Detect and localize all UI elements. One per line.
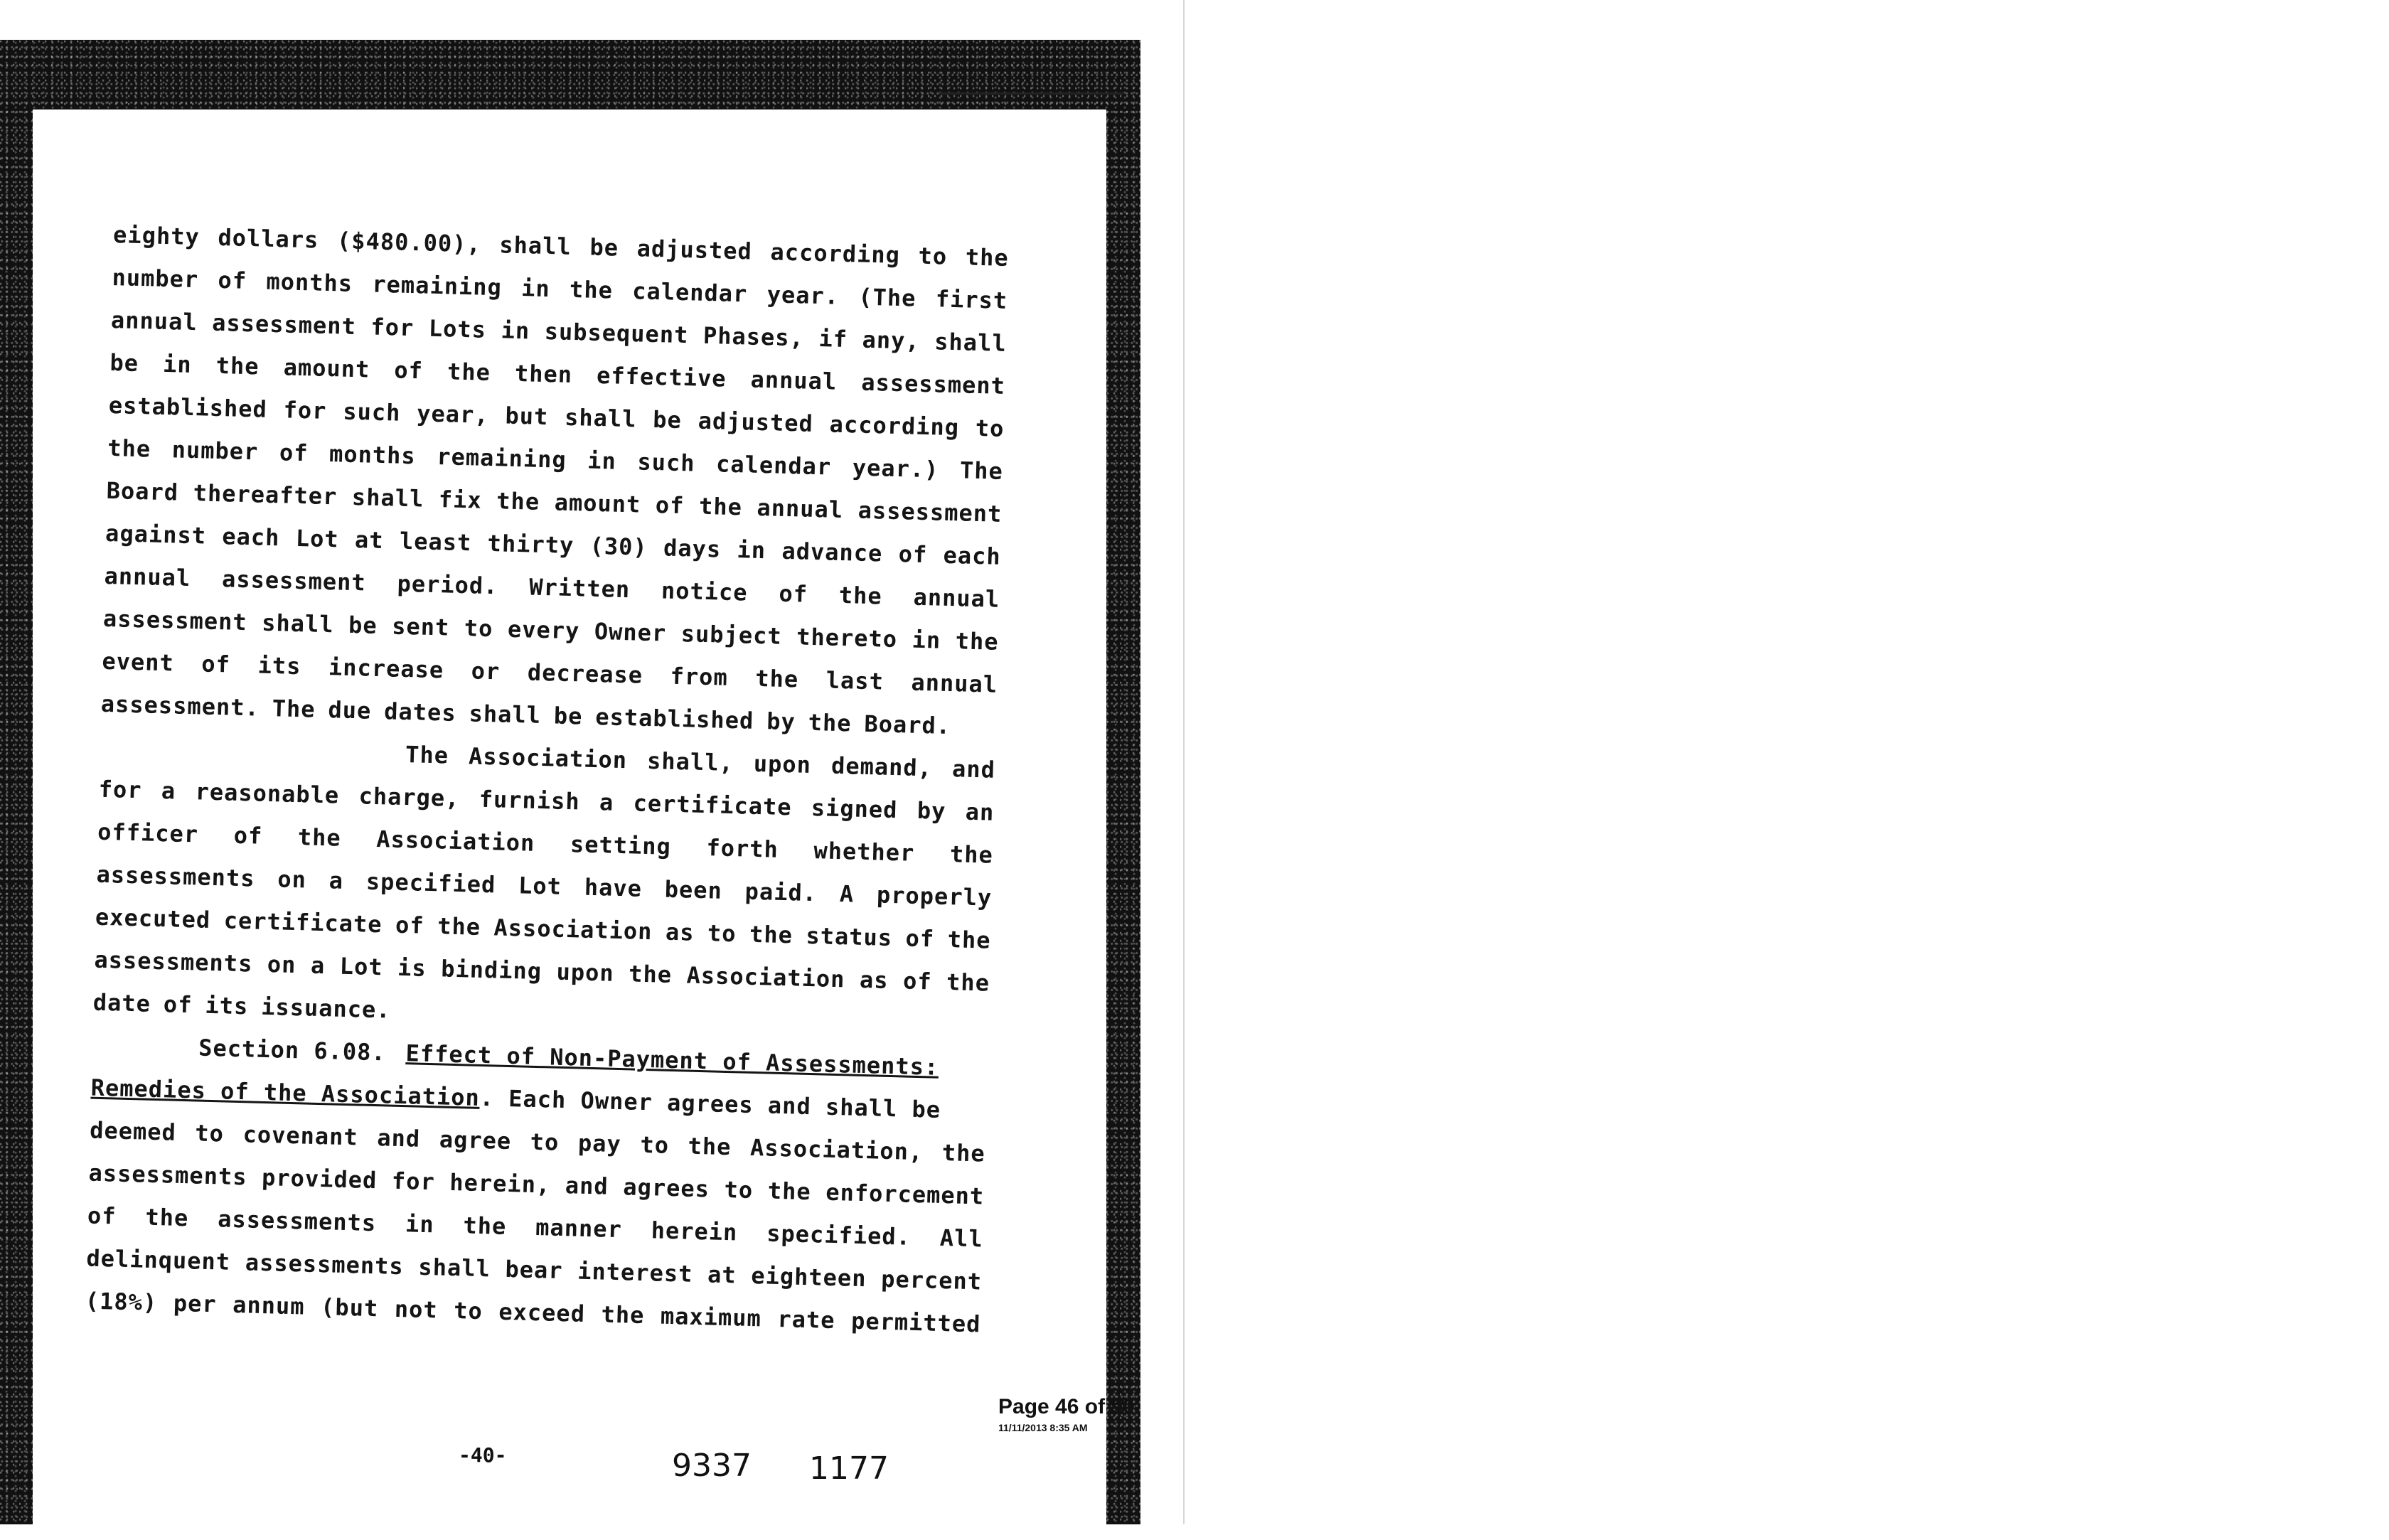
word: annual — [110, 306, 198, 336]
word: the — [107, 434, 151, 463]
word: ($480.00), — [336, 227, 482, 258]
word: the — [749, 920, 793, 949]
word: to — [918, 242, 948, 270]
word: demand, — [830, 752, 933, 782]
word: increase — [328, 653, 444, 684]
word: any, — [862, 326, 921, 355]
word: annum — [232, 1290, 306, 1320]
word: The — [272, 695, 316, 723]
word: exceed — [498, 1298, 586, 1327]
word: herein, — [449, 1168, 551, 1199]
word: (but — [320, 1293, 379, 1322]
word: to — [707, 919, 737, 948]
word: to — [194, 1119, 225, 1148]
word: the — [688, 1132, 732, 1161]
word: advance — [781, 537, 883, 567]
word: each — [221, 523, 280, 552]
word: of — [279, 439, 309, 467]
word: such — [636, 448, 696, 477]
word: to — [639, 1130, 670, 1159]
word: Association, — [749, 1133, 924, 1166]
word: annual — [757, 493, 844, 523]
word: the — [808, 708, 853, 737]
word: the — [955, 627, 1000, 656]
word: annual — [911, 668, 998, 698]
word: assessments — [245, 1248, 405, 1280]
word: the — [941, 1138, 986, 1167]
word: established — [594, 702, 754, 734]
word: Written — [528, 573, 631, 604]
word: the — [145, 1203, 189, 1232]
word: be — [652, 405, 683, 434]
word: herein — [651, 1217, 738, 1246]
word: to — [975, 414, 1005, 442]
word: manner — [535, 1214, 623, 1244]
word: at — [354, 526, 385, 555]
word: of — [778, 579, 808, 608]
word: annual — [750, 365, 838, 395]
word: (18%) — [85, 1287, 158, 1317]
word: the — [949, 840, 994, 869]
word: decrease — [527, 658, 643, 689]
word: notice — [661, 577, 749, 606]
word: to — [724, 1175, 754, 1204]
book-number-stamp: 9337 — [672, 1448, 752, 1484]
word: properly — [876, 881, 993, 911]
word: thirty — [487, 529, 574, 560]
word: shall — [417, 1253, 491, 1283]
word: at — [707, 1261, 737, 1289]
word: Lot — [295, 524, 340, 553]
word: first — [935, 285, 1008, 314]
word: to — [530, 1128, 560, 1156]
word: least — [399, 527, 472, 557]
word: according — [829, 410, 960, 442]
word: amount — [554, 488, 641, 518]
word: as — [665, 918, 695, 946]
word: is — [397, 953, 427, 982]
word: The — [959, 456, 1004, 485]
word: assessments — [94, 946, 253, 978]
word: (The — [857, 283, 916, 312]
word: signed — [811, 793, 898, 824]
document-body — [85, 213, 1009, 1345]
word: maximum — [660, 1302, 762, 1332]
word: but — [504, 402, 549, 431]
word: due — [328, 696, 372, 724]
word: assessment — [221, 565, 367, 597]
section-heading-cont: Remedies of the Association — [90, 1074, 481, 1111]
word: officer — [97, 818, 199, 848]
word: calendar — [715, 450, 832, 481]
word: dates — [383, 697, 457, 727]
word: assessment. — [100, 690, 260, 722]
word: eighty — [112, 220, 201, 251]
word: charge, — [358, 782, 460, 813]
word: the — [947, 926, 992, 954]
word: of — [905, 924, 935, 953]
word: be — [589, 233, 619, 262]
word: in — [737, 536, 766, 565]
word: not — [394, 1295, 439, 1324]
word: shall — [934, 328, 1008, 357]
word: the — [838, 581, 883, 610]
word: permitted — [850, 1307, 981, 1338]
word: provided — [261, 1163, 378, 1194]
word: in — [162, 350, 193, 378]
word: been — [664, 875, 723, 904]
word: Association — [468, 742, 628, 774]
word: date — [92, 988, 151, 1017]
paragraph — [85, 1024, 988, 1346]
word: or — [471, 657, 501, 685]
word: pay — [577, 1129, 622, 1158]
word: a — [310, 951, 326, 980]
word: every — [507, 615, 580, 645]
word: remaining — [371, 270, 503, 301]
word: its — [257, 651, 301, 680]
word: covenant — [242, 1121, 359, 1151]
word: by — [916, 796, 946, 825]
word: issuance. — [260, 993, 392, 1024]
word: be — [553, 702, 583, 730]
section-label: Section 6.08. — [198, 1034, 387, 1066]
word: annual — [104, 562, 191, 592]
word: be — [348, 611, 378, 639]
word: of — [393, 356, 424, 385]
word: effective — [596, 361, 727, 392]
word: the — [767, 1177, 812, 1206]
word: Lot — [339, 952, 384, 981]
word: amount — [283, 353, 370, 383]
word: thereafter — [193, 479, 338, 510]
word: adjusted — [698, 407, 814, 437]
word: assessment — [860, 368, 1006, 400]
paragraph — [92, 725, 996, 1047]
word: of — [655, 491, 685, 520]
word: in — [405, 1210, 435, 1239]
word: established — [108, 391, 268, 423]
word: number — [112, 263, 199, 294]
word: subsequent — [544, 317, 689, 349]
word: the — [569, 275, 614, 304]
word: event — [102, 647, 175, 677]
word: fix — [438, 486, 483, 514]
word: the — [437, 912, 481, 941]
word: shall — [498, 231, 572, 260]
word: shall — [469, 700, 542, 729]
word: setting — [570, 830, 672, 860]
word: of — [233, 821, 263, 850]
word: agrees — [622, 1173, 710, 1203]
word: by — [766, 707, 796, 736]
word: the — [447, 358, 491, 386]
word: The — [405, 741, 449, 769]
word: the — [463, 1212, 507, 1240]
word: against — [105, 519, 207, 550]
word: per — [173, 1289, 218, 1318]
word: Lot — [518, 872, 562, 900]
word: specified. — [766, 1219, 912, 1251]
word: in — [520, 274, 551, 303]
word: deemed — [89, 1116, 177, 1146]
word: according — [770, 238, 901, 269]
paragraph — [100, 213, 1009, 749]
word: be — [109, 348, 139, 377]
word: whether — [813, 837, 915, 867]
word: and — [376, 1124, 421, 1153]
word: subject — [680, 620, 783, 650]
word: assessment — [857, 496, 1003, 528]
word: days — [663, 534, 722, 563]
word: shall — [351, 483, 424, 513]
word: then — [514, 359, 573, 388]
word: from — [670, 662, 729, 691]
word: the — [628, 960, 673, 988]
word: each — [943, 541, 1002, 570]
word: A — [839, 880, 855, 908]
word: (30) — [589, 532, 648, 561]
word: assessment — [211, 309, 357, 340]
word: Association — [686, 961, 845, 993]
page-number: -40- — [459, 1443, 507, 1467]
word: thereto — [796, 623, 898, 653]
word: annual — [913, 583, 1000, 613]
word: interest — [577, 1257, 693, 1288]
word: binding — [440, 955, 543, 985]
word: percent — [880, 1265, 983, 1295]
word: a — [161, 777, 176, 805]
word: for — [370, 313, 415, 342]
word: months — [266, 267, 353, 297]
word: the — [965, 243, 1010, 272]
word: for — [283, 396, 327, 424]
word: paid. — [744, 877, 818, 907]
word: assessments — [88, 1159, 248, 1191]
page-divider — [1183, 0, 1185, 1524]
word: the — [215, 351, 260, 380]
word: if — [818, 325, 848, 353]
word: sent — [391, 612, 450, 641]
section-heading: Effect of Non-Payment of Assessments: — [405, 1039, 939, 1081]
top-scan-rule — [939, 92, 1123, 95]
word: Association — [493, 914, 653, 946]
word: of — [395, 911, 425, 939]
word: Association — [375, 825, 535, 857]
word: to — [453, 1297, 483, 1325]
word: the — [496, 487, 540, 515]
word: shall — [261, 609, 335, 638]
word: on — [267, 951, 296, 979]
word: reasonable — [195, 778, 340, 809]
word: to — [464, 614, 493, 643]
word: number — [171, 436, 259, 466]
word: the — [698, 492, 743, 521]
word: delinquent — [86, 1244, 231, 1276]
word: the — [946, 968, 990, 997]
word: for — [391, 1167, 436, 1196]
word: forth — [705, 834, 779, 863]
word: rate — [776, 1305, 836, 1335]
word: such — [342, 397, 401, 427]
word: have — [584, 873, 643, 902]
word: on — [277, 865, 307, 894]
word: Owner — [594, 617, 667, 647]
word: executed — [95, 903, 211, 934]
word: in — [501, 316, 530, 345]
word: year. — [766, 281, 840, 310]
word: upon — [753, 749, 812, 779]
word: Board. — [864, 710, 951, 740]
section-text: . Each Owner agrees and shall be — [479, 1084, 941, 1123]
word: specified — [365, 867, 496, 899]
word: of — [87, 1202, 117, 1230]
word: year, — [416, 400, 490, 429]
word: as — [859, 966, 889, 994]
word: of — [201, 650, 231, 678]
word: an — [965, 798, 995, 826]
word: certificate — [223, 907, 383, 939]
word: of — [218, 266, 247, 294]
word: the — [297, 823, 342, 852]
word: Board — [106, 476, 179, 506]
word: upon — [556, 958, 615, 987]
word: assessments — [217, 1205, 377, 1237]
word: of — [163, 990, 193, 1019]
word: the — [754, 664, 799, 693]
word: last — [825, 666, 884, 695]
word: and — [565, 1172, 609, 1200]
word: shall — [564, 403, 637, 433]
word: Lots — [428, 314, 487, 343]
word: remaining — [436, 443, 567, 474]
word: the — [601, 1300, 645, 1330]
word: in — [587, 447, 617, 475]
word: All — [939, 1224, 984, 1253]
word: eighteen — [750, 1261, 867, 1293]
word: furnish — [479, 785, 581, 816]
word: of — [902, 967, 933, 995]
word: months — [328, 440, 417, 470]
word: of — [898, 540, 928, 569]
word: a — [328, 867, 344, 894]
word: in — [912, 626, 941, 654]
word: its — [204, 991, 249, 1020]
word: Phases, — [702, 321, 805, 352]
word: year.) — [852, 454, 939, 483]
word: period. — [397, 570, 498, 600]
word: assessment — [102, 604, 248, 636]
word: a — [599, 788, 614, 816]
word: agree — [439, 1125, 512, 1155]
word: assessments — [96, 860, 255, 892]
word: certificate — [633, 789, 793, 821]
word: bear — [505, 1255, 564, 1285]
print-timestamp: 11/11/2013 8:35 AM — [998, 1422, 1088, 1433]
word: dollars — [218, 223, 319, 254]
word: enforcement — [825, 1178, 985, 1210]
word: adjusted — [636, 235, 753, 265]
word: for — [98, 775, 143, 804]
word: and — [951, 755, 996, 784]
word: calendar — [631, 277, 748, 308]
page-of-indicator: Page 46 of 90 — [998, 1395, 1135, 1418]
page-ref-stamp: 1177 — [809, 1450, 889, 1487]
word: status — [806, 921, 893, 952]
word: shall, — [646, 747, 734, 777]
